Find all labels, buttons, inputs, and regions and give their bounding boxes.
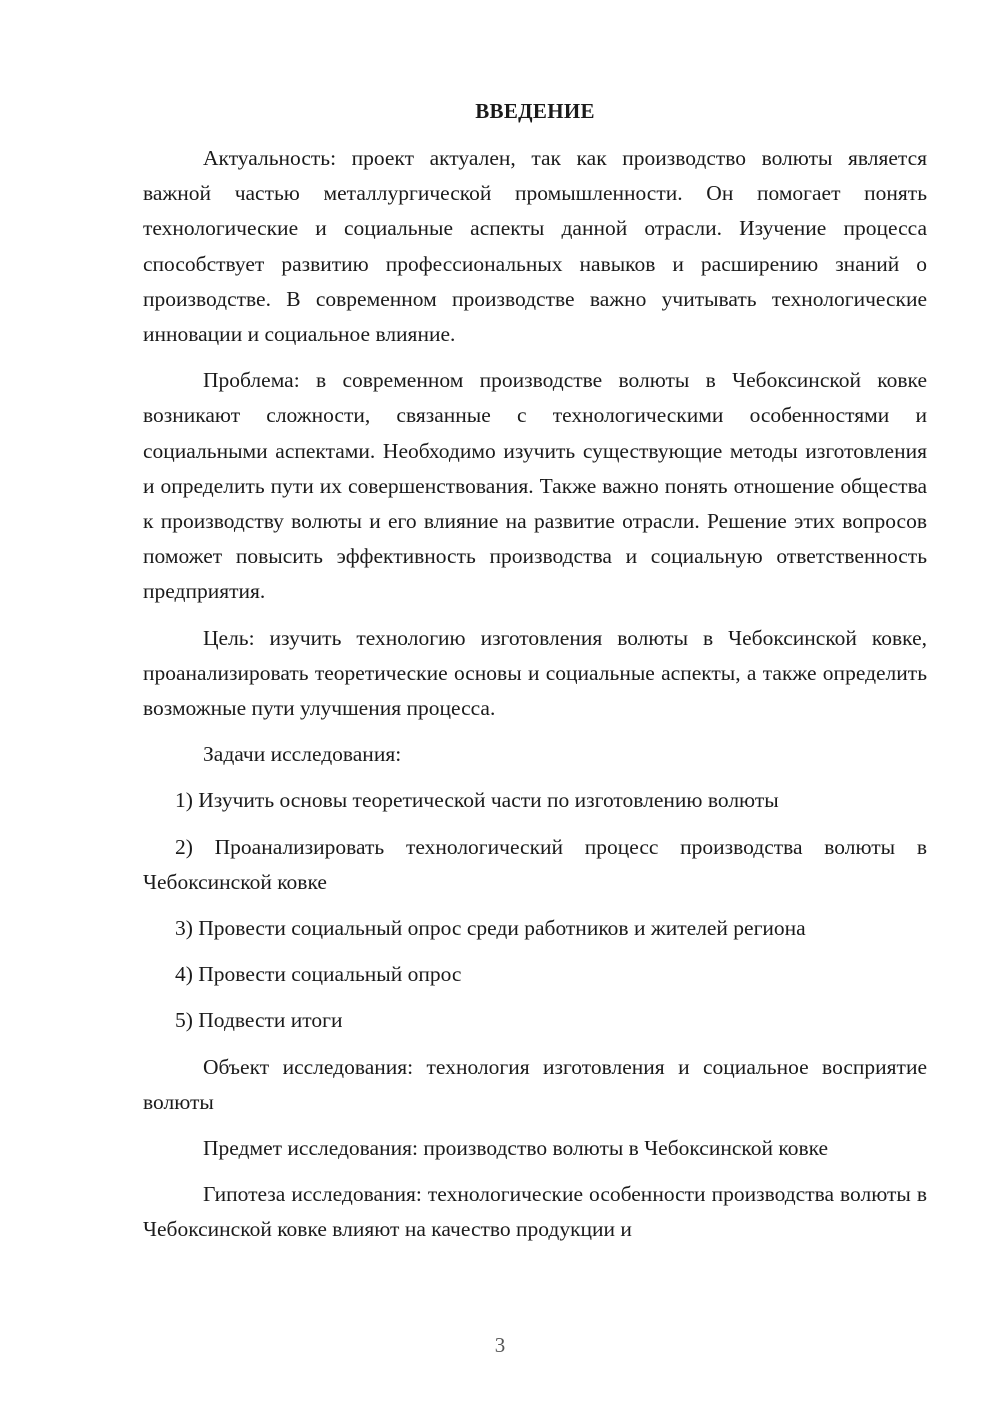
page-number: 3 — [494, 1333, 506, 1357]
section-title: ВВЕДЕНИЕ — [475, 99, 595, 123]
task-item-1: 1) Изучить основы теоретической части по изготовлению волюты — [175, 788, 779, 813]
paragraph-problem: Проблема: в современном производстве волюты в Чебоксинской ковке возникают сложности, связанные с технологическими особенностями и социальными аспектами. Необходимо изучить существующие методы изготовления и определить пути их совершенствования. Также важно понять отношение общества к производству волюты и его влияние на развитие отрасли. Решение этих вопросов поможет повысить эффективность производства и социальную ответственность предприятия. — [143, 368, 927, 604]
paragraph-relevance: Актуальность: проект актуален, так как производство волюты является важной частью металлургической промышленности. Он помогает понять технологические и социальные аспекты данной отрасли. Изучение процесса способствует развитию профессиональных навыков и расширению знаний о производстве. В современном производстве важно учитывать технологические инновации и социальное влияние. — [143, 146, 927, 347]
document-body — [143, 141, 927, 1259]
task-item-4: 4) Провести социальный опрос — [175, 962, 462, 987]
task-item-2: 2) Проанализировать технологический процесс производства волюты в Чебоксинской ковке — [143, 834, 927, 894]
paragraph-goal: Цель: изучить технологию изготовления волюты в Чебоксинской ковке, проанализировать теоретические основы и социальные аспекты, а также определить возможные пути улучшения процесса. — [143, 625, 927, 721]
paragraph-subject: Предмет исследования: производство волюты в Чебоксинской ковке — [203, 1136, 829, 1161]
task-item-3: 3) Провести социальный опрос среди работников и жителей региона — [175, 916, 806, 941]
task-item-5: 5) Подвести итоги — [175, 1008, 343, 1033]
paragraph-hypothesis: Гипотеза исследования: технологические особенности производства волюты в Чебоксинской ковке влияют на качество продукции и — [143, 1182, 927, 1242]
paragraph-object: Объект исследования: технология изготовления и социальное восприятие волюты — [143, 1054, 927, 1114]
paragraph-tasks-heading: Задачи исследования: — [203, 742, 402, 767]
